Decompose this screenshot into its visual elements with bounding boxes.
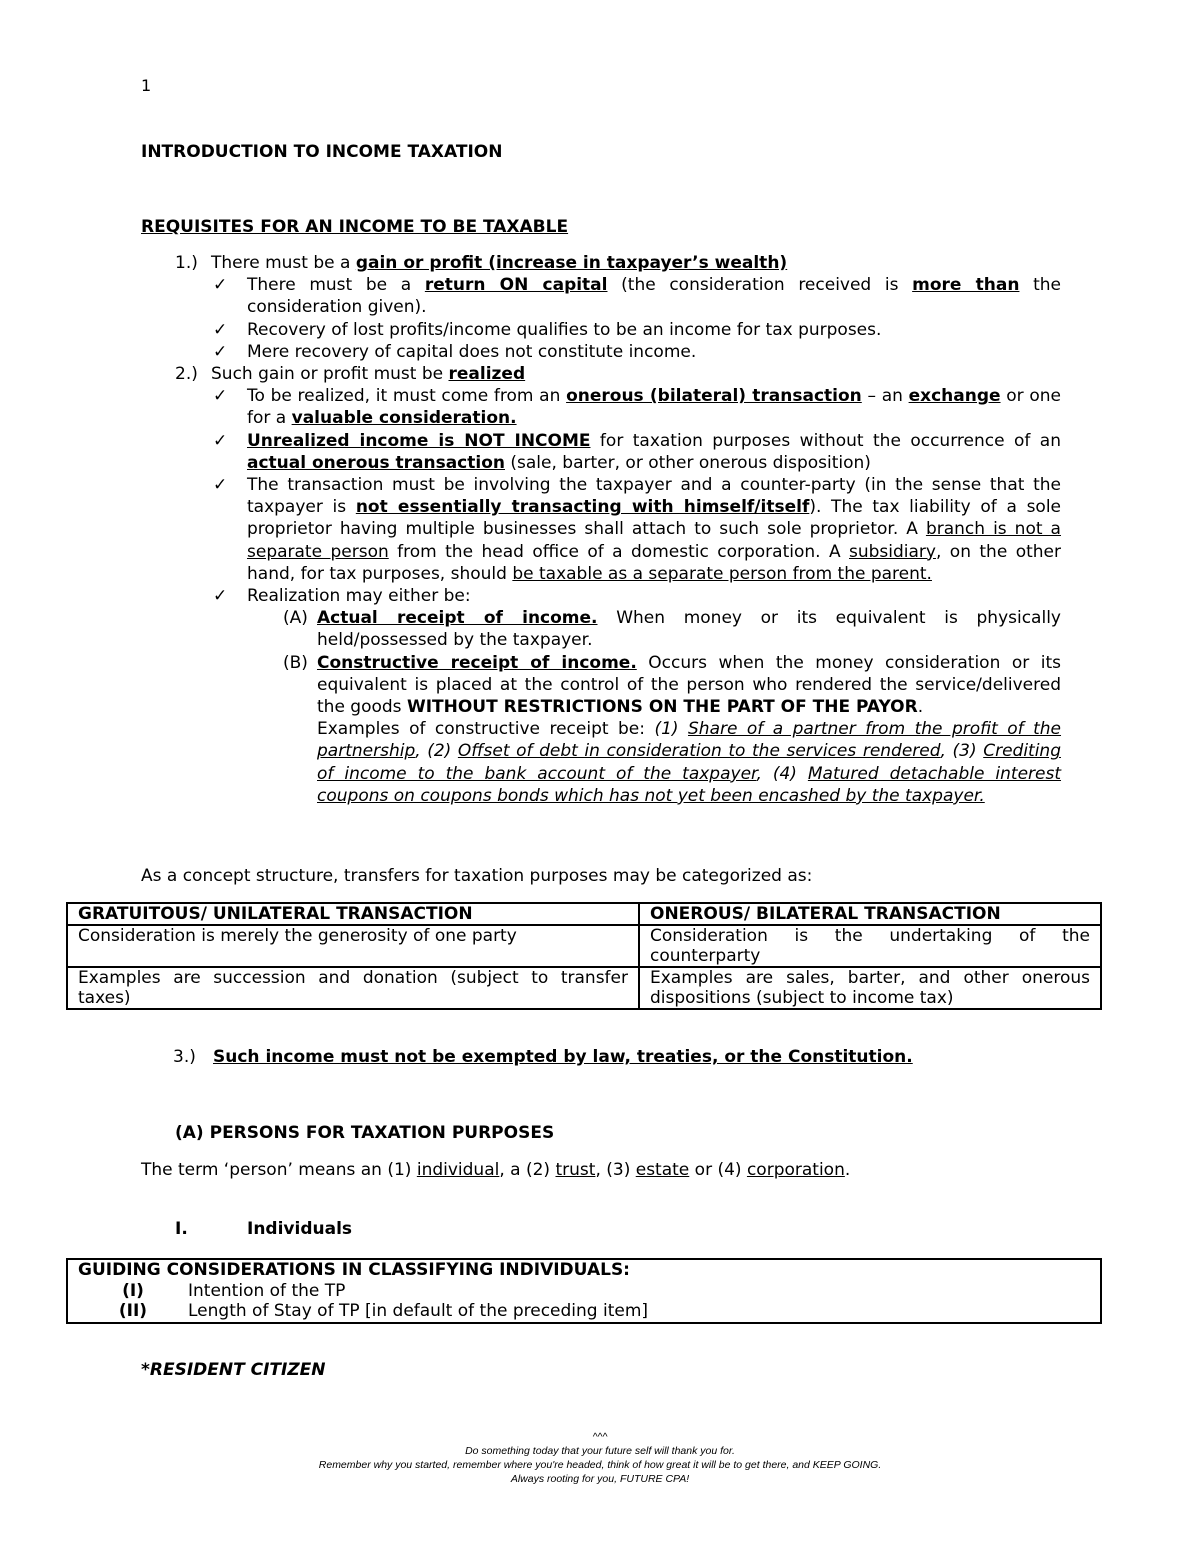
bullet-text: (the consideration received is bbox=[607, 275, 913, 296]
list-item bbox=[78, 1281, 1090, 1302]
bullet-text: for taxation purposes without the occurrence of an bbox=[590, 430, 1061, 451]
bullet-underlined: be taxable as a separate person from the parent. bbox=[512, 563, 932, 584]
example-number: (1) bbox=[654, 719, 688, 740]
bullet bbox=[141, 474, 1061, 585]
list-text: Intention of the TP bbox=[188, 1280, 346, 1301]
list-text: Length of Stay of TP [in default of the preceding item] bbox=[188, 1301, 649, 1321]
item-key: Such income must not be exempted by law, treaties, or the Constitution. bbox=[213, 1047, 913, 1067]
bullet bbox=[141, 430, 1061, 474]
item-key: gain or profit (increase in taxpayer’s wealth) bbox=[355, 253, 788, 273]
example-number: , (2) bbox=[415, 741, 458, 762]
checkmark-icon: ✓ bbox=[213, 430, 228, 451]
example-number: , (4) bbox=[756, 763, 808, 784]
bullet-text: (sale, barter, or other onerous disposition) bbox=[505, 452, 871, 473]
definition-term: individual bbox=[416, 1160, 500, 1180]
sub-text: . bbox=[917, 697, 924, 718]
bullet bbox=[141, 385, 1061, 429]
bullet bbox=[141, 319, 1061, 341]
bullet-text: Realization may either be: bbox=[247, 586, 471, 607]
definition-text: . bbox=[844, 1160, 851, 1180]
footer-line: Remember why you started, remember where you're headed, think of how great it will be to get there, and KEEP GOING. bbox=[318, 1459, 882, 1471]
transaction-table bbox=[66, 902, 1102, 1010]
bullet-key: not essentially transacting with himself/itself bbox=[355, 497, 810, 518]
checkmark-icon: ✓ bbox=[213, 586, 228, 607]
bullet-text: The transaction must be involving the taxpayer and a counter-party (in the sense that the taxpayer is bbox=[247, 475, 1061, 518]
bullet-underlined: branch is not a separate person bbox=[247, 519, 1061, 562]
table-cell: Examples are sales, barter, and other onerous dispositions (subject to income tax) bbox=[639, 967, 1101, 1009]
bullet-underlined: subsidiary bbox=[849, 541, 936, 562]
box-heading: GUIDING CONSIDERATIONS IN CLASSIFYING INDIVIDUALS: bbox=[78, 1260, 630, 1280]
sub-key: Constructive receipt of income. bbox=[317, 652, 637, 673]
bullet-text: There must be a bbox=[247, 275, 425, 296]
checkmark-icon: ✓ bbox=[213, 386, 228, 407]
realization-b bbox=[141, 652, 1061, 807]
checkmark-icon: ✓ bbox=[213, 475, 228, 496]
concept-text: As a concept structure, transfers for taxation purposes may be categorized as: bbox=[141, 866, 813, 886]
item-key: realized bbox=[448, 364, 526, 385]
bullet-text: or one for a bbox=[247, 386, 1061, 429]
page-number: 1 bbox=[141, 76, 152, 95]
table-cell: Consideration is merely the generosity of one party bbox=[67, 925, 639, 967]
sub-label: (B) bbox=[283, 652, 308, 673]
guiding-considerations-box bbox=[66, 1258, 1102, 1324]
footer-line: ^^^ bbox=[592, 1431, 608, 1443]
item-text: Such gain or profit must be bbox=[211, 364, 449, 385]
footer bbox=[0, 1430, 1200, 1486]
bullet-text: the consideration given). bbox=[247, 275, 1061, 318]
sub-label: (A) bbox=[283, 608, 308, 629]
examples-intro: Examples of constructive receipt be: bbox=[317, 719, 655, 740]
bullet-key: exchange bbox=[908, 386, 1001, 407]
bullet-key: actual onerous transaction bbox=[247, 452, 505, 473]
definition-term: estate bbox=[635, 1160, 690, 1180]
roman-numeral: (II) bbox=[118, 1301, 148, 1321]
persons-heading: (A) PERSONS FOR TAXATION PURPOSES bbox=[175, 1123, 555, 1143]
table-row bbox=[67, 967, 1101, 1009]
bullet-key: return ON capital bbox=[424, 275, 608, 296]
table-row bbox=[67, 1259, 1101, 1323]
example: Crediting of income to the bank account of the taxpayer bbox=[317, 741, 1061, 784]
individuals-heading bbox=[175, 1219, 352, 1239]
example: Share of a partner from the profit of the partnership bbox=[317, 719, 1062, 762]
bullet-key: valuable consideration. bbox=[291, 408, 517, 429]
definition-text: , a (2) bbox=[499, 1160, 556, 1180]
definition-text: The term ‘person’ means an (1) bbox=[141, 1160, 417, 1180]
example: Matured detachable interest coupons on coupons bonds which has not yet been encashed by the taxpayer. bbox=[317, 763, 1062, 806]
example-number: , (3) bbox=[940, 741, 984, 762]
document-title: INTRODUCTION TO INCOME TAXATION bbox=[141, 142, 503, 162]
table-header: GRATUITOUS/ UNILATERAL TRANSACTION bbox=[67, 903, 639, 925]
table-row bbox=[67, 925, 1101, 967]
bullet bbox=[141, 274, 1061, 318]
sub-key: Actual receipt of income. bbox=[317, 608, 598, 629]
list-item bbox=[78, 1301, 1090, 1322]
bullet-key: onerous (bilateral) transaction bbox=[566, 386, 862, 407]
bullet-text: Mere recovery of capital does not constitute income. bbox=[247, 341, 697, 362]
requisites-heading: REQUISITES FOR AN INCOME TO BE TAXABLE bbox=[141, 217, 569, 237]
checkmark-icon: ✓ bbox=[213, 275, 228, 296]
sub-bold: WITHOUT RESTRICTIONS ON THE PART OF THE PAYOR bbox=[406, 697, 918, 718]
bullet bbox=[141, 585, 1061, 607]
definition-text: or (4) bbox=[689, 1160, 747, 1180]
requisite-1 bbox=[141, 252, 1061, 274]
bullet-text: Recovery of lost profits/income qualifies to be an income for tax purposes. bbox=[247, 319, 882, 340]
bullet-text: To be realized, it must come from an bbox=[247, 386, 567, 407]
checkmark-icon: ✓ bbox=[213, 341, 228, 362]
requisites-body bbox=[141, 252, 1061, 807]
table-cell: Consideration is the undertaking of the counterparty bbox=[639, 925, 1101, 967]
item-number: 3.) bbox=[173, 1047, 196, 1067]
bullet-text: – an bbox=[861, 386, 909, 407]
footer-line: Always rooting for you, FUTURE CPA! bbox=[510, 1473, 690, 1485]
section-label: Individuals bbox=[247, 1219, 353, 1239]
requisite-2 bbox=[141, 363, 1061, 385]
requisite-3 bbox=[173, 1047, 913, 1067]
section-number: I. bbox=[175, 1219, 188, 1239]
footer-line: Do something today that your future self will thank you for. bbox=[465, 1445, 735, 1457]
table-row bbox=[67, 903, 1101, 925]
definition-term: corporation bbox=[746, 1160, 845, 1180]
example: Offset of debt in consideration to the services rendered bbox=[457, 741, 941, 762]
item-text: There must be a bbox=[211, 253, 356, 273]
sub-text: When money or its equivalent is physically held/possessed by the taxpayer. bbox=[317, 608, 1061, 651]
bullet-key: more than bbox=[912, 275, 1020, 296]
definition-text: , (3) bbox=[595, 1160, 636, 1180]
bullet-text: , on the other hand, for tax purposes, should bbox=[247, 541, 1061, 584]
item-number: 1.) bbox=[175, 253, 198, 273]
item-number: 2.) bbox=[175, 364, 198, 385]
bullet-key: Unrealized income is NOT INCOME bbox=[247, 430, 591, 451]
roman-numeral: (I) bbox=[122, 1280, 144, 1301]
definition-term: trust bbox=[555, 1160, 596, 1180]
table-header: ONEROUS/ BILATERAL TRANSACTION bbox=[639, 903, 1101, 925]
table-cell: Examples are succession and donation (subject to transfer taxes) bbox=[67, 967, 639, 1009]
sub-text: Occurs when the money consideration or its equivalent is placed at the control of the person who rendered the service/delivered the goods bbox=[317, 652, 1061, 718]
bullet bbox=[141, 341, 1061, 363]
realization-a bbox=[141, 607, 1061, 651]
bullet-text: ). The tax liability of a sole proprietor having multiple businesses shall attach to such sole proprietor. A bbox=[247, 497, 1062, 540]
bullet-text: from the head office of a domestic corporation. A bbox=[388, 541, 849, 562]
person-definition bbox=[141, 1160, 850, 1180]
resident-citizen-heading: *RESIDENT CITIZEN bbox=[141, 1360, 326, 1380]
checkmark-icon: ✓ bbox=[213, 319, 228, 340]
